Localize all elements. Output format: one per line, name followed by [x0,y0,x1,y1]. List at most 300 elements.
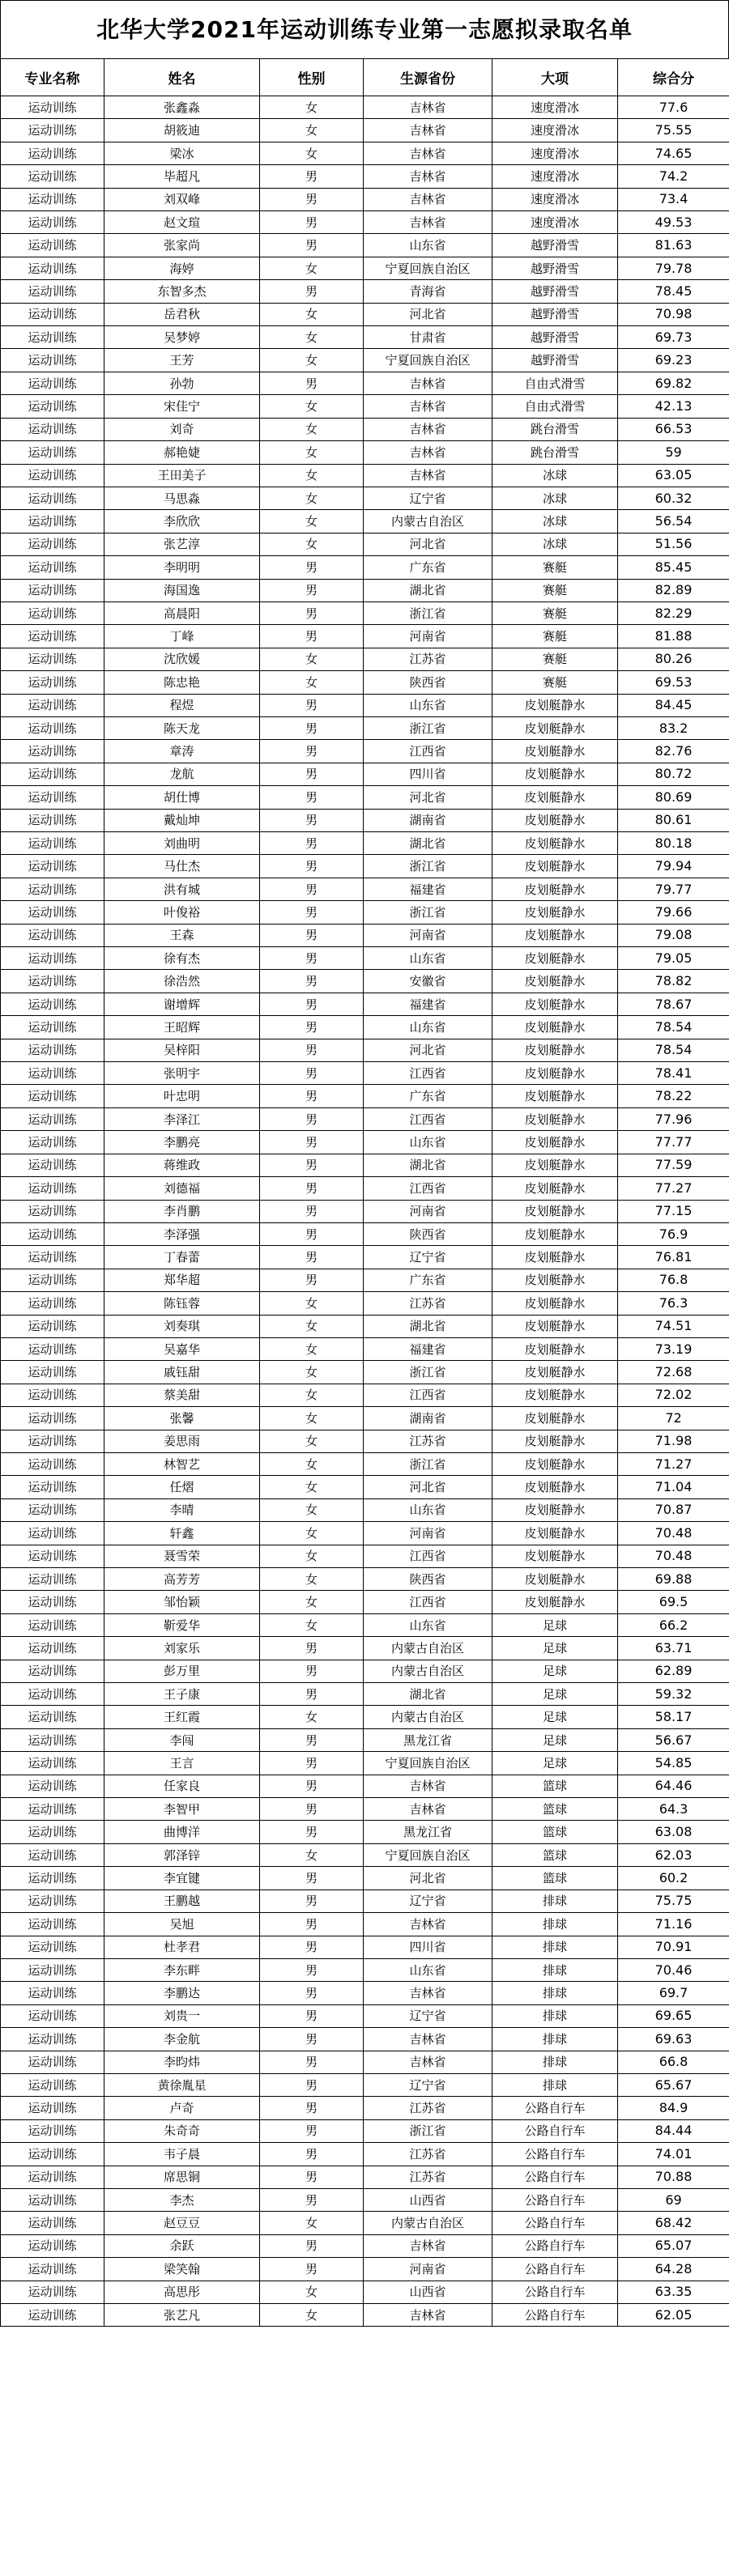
cell-score: 71.04 [618,1476,729,1498]
cell-gender: 男 [260,1913,364,1936]
cell-score: 78.82 [618,970,729,993]
cell-gender: 男 [260,878,364,900]
cell-score: 60.2 [618,1867,729,1889]
cell-name: 章涛 [104,740,260,763]
cell-major: 运动训练 [1,832,104,855]
cell-sport: 排球 [492,2028,618,2051]
table-row [1,1085,729,1107]
cell-province: 江苏省 [364,2143,492,2166]
cell-score: 78.67 [618,993,729,1015]
cell-province: 青海省 [364,280,492,303]
cell-major: 运动训练 [1,303,104,325]
table-row [1,1728,729,1751]
cell-score: 74.01 [618,2143,729,2166]
cell-name: 叶忠明 [104,1085,260,1107]
cell-score: 70.91 [618,1936,729,1958]
cell-name: 郑华超 [104,1269,260,1291]
cell-province: 广东省 [364,1085,492,1107]
cell-major: 运动训练 [1,1246,104,1269]
cell-major: 运动训练 [1,1337,104,1360]
cell-sport: 速度滑冰 [492,211,618,234]
table-row [1,418,729,440]
cell-score: 80.18 [618,832,729,855]
cell-name: 程煜 [104,694,260,716]
cell-gender: 男 [260,1222,364,1245]
cell-score: 75.55 [618,119,729,142]
cell-major: 运动训练 [1,1361,104,1384]
cell-score: 81.63 [618,234,729,257]
cell-gender: 女 [260,671,364,694]
cell-name: 王昭辉 [104,1016,260,1039]
cell-name: 陈钰蓉 [104,1292,260,1315]
cell-sport: 赛艇 [492,625,618,648]
cell-major: 运动训练 [1,1775,104,1797]
table-row [1,1407,729,1430]
cell-sport: 排球 [492,2051,618,2073]
cell-province: 吉林省 [364,2028,492,2051]
cell-sport: 皮划艇静水 [492,1591,618,1613]
cell-score: 65.67 [618,2073,729,2096]
cell-gender: 男 [260,1958,364,1981]
cell-major: 运动训练 [1,716,104,739]
cell-name: 陈忠艳 [104,671,260,694]
cell-score: 80.61 [618,809,729,831]
cell-major: 运动训练 [1,2073,104,2096]
table-row [1,740,729,763]
cell-province: 辽宁省 [364,1889,492,1912]
table-row [1,303,729,325]
table-row [1,1131,729,1154]
cell-major: 运动训练 [1,1085,104,1107]
cell-gender: 男 [260,1107,364,1130]
cell-name: 蒋维政 [104,1154,260,1176]
cell-sport: 排球 [492,1913,618,1936]
cell-gender: 女 [260,1568,364,1591]
cell-sport: 公路自行车 [492,2281,618,2303]
cell-gender: 女 [260,464,364,487]
cell-name: 刘奇 [104,418,260,440]
cell-name: 曲博洋 [104,1821,260,1843]
cell-province: 湖北省 [364,1154,492,1176]
cell-major: 运动训练 [1,1200,104,1222]
cell-province: 江西省 [364,1177,492,1200]
table-row [1,211,729,234]
cell-name: 李泽强 [104,1222,260,1245]
table-row [1,1522,729,1545]
table-row [1,1292,729,1315]
cell-score: 70.48 [618,1522,729,1545]
cell-name: 赵豆豆 [104,2212,260,2234]
cell-sport: 皮划艇静水 [492,1039,618,1061]
cell-name: 李晴 [104,1498,260,1521]
cell-province: 河南省 [364,1200,492,1222]
table-row [1,1752,729,1775]
cell-sport: 排球 [492,1936,618,1958]
cell-major: 运动训练 [1,1222,104,1245]
cell-score: 66.2 [618,1613,729,1636]
table-row [1,648,729,670]
cell-major: 运动训练 [1,1867,104,1889]
cell-score: 62.05 [618,2304,729,2327]
cell-province: 内蒙古自治区 [364,1637,492,1660]
cell-province: 湖南省 [364,809,492,831]
cell-gender: 男 [260,2073,364,2096]
cell-gender: 男 [260,1016,364,1039]
table-row [1,2281,729,2303]
cell-sport: 足球 [492,1706,618,1728]
cell-major: 运动训练 [1,1107,104,1130]
cell-sport: 速度滑冰 [492,119,618,142]
cell-major: 运动训练 [1,2004,104,2027]
cell-sport: 排球 [492,1958,618,1981]
cell-province: 吉林省 [364,2234,492,2257]
cell-score: 79.66 [618,901,729,924]
cell-gender: 女 [260,119,364,142]
table-row [1,165,729,188]
cell-score: 83.2 [618,716,729,739]
column-header-gender: 性别 [260,59,364,96]
cell-major: 运动训练 [1,1683,104,1706]
cell-name: 刘曲明 [104,832,260,855]
cell-province: 山东省 [364,694,492,716]
cell-province: 河南省 [364,924,492,946]
cell-score: 78.22 [618,1085,729,1107]
cell-sport: 赛艇 [492,648,618,670]
cell-name: 谢增辉 [104,993,260,1015]
cell-province: 黑龙江省 [364,1821,492,1843]
cell-province: 江西省 [364,1591,492,1613]
table-row [1,1568,729,1591]
admission-table [0,58,729,2327]
cell-province: 江西省 [364,1062,492,1085]
cell-name: 叶俊裕 [104,901,260,924]
cell-gender: 女 [260,96,364,119]
cell-major: 运动训练 [1,625,104,648]
cell-name: 聂雪荣 [104,1545,260,1567]
cell-name: 岳君秋 [104,303,260,325]
table-row [1,1107,729,1130]
cell-province: 吉林省 [364,142,492,164]
cell-gender: 男 [260,809,364,831]
cell-score: 70.87 [618,1498,729,1521]
cell-score: 78.54 [618,1039,729,1061]
cell-province: 吉林省 [364,464,492,487]
cell-province: 宁夏回族自治区 [364,1752,492,1775]
cell-province: 吉林省 [364,1775,492,1797]
cell-name: 李泽江 [104,1107,260,1130]
cell-major: 运动训练 [1,671,104,694]
cell-major: 运动训练 [1,924,104,946]
cell-major: 运动训练 [1,1889,104,1912]
cell-name: 郭泽锌 [104,1843,260,1866]
table-row [1,142,729,164]
cell-major: 运动训练 [1,809,104,831]
table-row [1,1246,729,1269]
table-row [1,1337,729,1360]
cell-sport: 跳台滑雪 [492,441,618,464]
cell-province: 浙江省 [364,1361,492,1384]
cell-gender: 男 [260,2258,364,2281]
cell-name: 胡仕博 [104,786,260,809]
cell-province: 山东省 [364,1498,492,1521]
table-row [1,1958,729,1981]
cell-gender: 女 [260,510,364,533]
cell-gender: 女 [260,1452,364,1475]
cell-name: 张艺凡 [104,2304,260,2327]
cell-sport: 皮划艇静水 [492,1430,618,1452]
cell-score: 85.45 [618,556,729,579]
cell-score: 70.98 [618,303,729,325]
cell-sport: 足球 [492,1660,618,1682]
cell-name: 张家尚 [104,234,260,257]
cell-province: 吉林省 [364,1798,492,1821]
cell-score: 49.53 [618,211,729,234]
cell-score: 74.51 [618,1315,729,1337]
table-row [1,671,729,694]
table-row [1,2004,729,2027]
cell-score: 63.71 [618,1637,729,1660]
table-row [1,2304,729,2327]
cell-gender: 女 [260,533,364,555]
cell-major: 运动训练 [1,1752,104,1775]
cell-score: 72.02 [618,1384,729,1406]
cell-major: 运动训练 [1,1131,104,1154]
cell-province: 江苏省 [364,2097,492,2119]
table-row [1,786,729,809]
cell-gender: 男 [260,601,364,624]
cell-score: 42.13 [618,395,729,418]
cell-gender: 女 [260,1407,364,1430]
cell-major: 运动训练 [1,487,104,509]
cell-sport: 篮球 [492,1843,618,1866]
table-row [1,372,729,394]
cell-name: 李欣欣 [104,510,260,533]
table-row [1,694,729,716]
cell-score: 79.08 [618,924,729,946]
cell-sport: 皮划艇静水 [492,763,618,785]
cell-major: 运动训练 [1,441,104,464]
cell-sport: 皮划艇静水 [492,694,618,716]
cell-gender: 女 [260,1430,364,1452]
cell-major: 运动训练 [1,694,104,716]
cell-score: 74.65 [618,142,729,164]
table-row [1,855,729,878]
cell-sport: 冰球 [492,533,618,555]
cell-gender: 女 [260,487,364,509]
cell-score: 77.96 [618,1107,729,1130]
table-row [1,2028,729,2051]
cell-score: 63.05 [618,464,729,487]
table-row [1,1315,729,1337]
cell-gender: 男 [260,2166,364,2188]
cell-province: 吉林省 [364,441,492,464]
cell-sport: 皮划艇静水 [492,1292,618,1315]
table-row [1,1889,729,1912]
cell-major: 运动训练 [1,1062,104,1085]
cell-score: 79.05 [618,947,729,970]
cell-score: 51.56 [618,533,729,555]
cell-major: 运动训练 [1,1843,104,1866]
cell-gender: 男 [260,1246,364,1269]
table-body [1,96,729,2327]
cell-name: 王田美子 [104,464,260,487]
cell-sport: 皮划艇静水 [492,970,618,993]
cell-name: 张明宇 [104,1062,260,1085]
table-row [1,809,729,831]
cell-score: 84.45 [618,694,729,716]
table-row [1,716,729,739]
cell-name: 李金航 [104,2028,260,2051]
cell-province: 河北省 [364,1476,492,1498]
cell-gender: 男 [260,280,364,303]
cell-name: 靳爱华 [104,1613,260,1636]
cell-major: 运动训练 [1,2188,104,2211]
cell-major: 运动训练 [1,1982,104,2004]
cell-name: 席思铜 [104,2166,260,2188]
cell-gender: 女 [260,2212,364,2234]
table-row [1,487,729,509]
table-row [1,878,729,900]
cell-gender: 男 [260,1821,364,1843]
cell-sport: 排球 [492,1889,618,1912]
cell-score: 68.42 [618,2212,729,2234]
cell-major: 运动训练 [1,1568,104,1591]
table-row [1,188,729,210]
cell-sport: 皮划艇静水 [492,1476,618,1498]
cell-gender: 男 [260,1039,364,1061]
cell-name: 李肖鹏 [104,1200,260,1222]
cell-major: 运动训练 [1,533,104,555]
cell-score: 64.28 [618,2258,729,2281]
cell-score: 60.32 [618,487,729,509]
cell-sport: 公路自行车 [492,2097,618,2119]
cell-province: 四川省 [364,1936,492,1958]
cell-sport: 赛艇 [492,671,618,694]
cell-score: 64.3 [618,1798,729,1821]
cell-major: 运动训练 [1,1545,104,1567]
cell-sport: 皮划艇静水 [492,1568,618,1591]
cell-sport: 公路自行车 [492,2143,618,2166]
cell-sport: 皮划艇静水 [492,1522,618,1545]
cell-major: 运动训练 [1,1269,104,1291]
table-row [1,1798,729,1821]
cell-province: 福建省 [364,1337,492,1360]
cell-sport: 越野滑雪 [492,257,618,279]
cell-major: 运动训练 [1,763,104,785]
cell-sport: 皮划艇静水 [492,1222,618,1245]
table-row [1,395,729,418]
cell-province: 江苏省 [364,648,492,670]
cell-sport: 皮划艇静水 [492,1384,618,1406]
cell-gender: 男 [260,2004,364,2027]
cell-sport: 公路自行车 [492,2166,618,2188]
table-row [1,1936,729,1958]
table-row [1,2051,729,2073]
table-row [1,96,729,119]
cell-major: 运动训练 [1,418,104,440]
cell-major: 运动训练 [1,1728,104,1751]
cell-score: 69.5 [618,1591,729,1613]
cell-score: 69.88 [618,1568,729,1591]
cell-sport: 公路自行车 [492,2234,618,2257]
cell-province: 吉林省 [364,165,492,188]
cell-major: 运动训练 [1,1154,104,1176]
cell-major: 运动训练 [1,1177,104,1200]
cell-major: 运动训练 [1,1936,104,1958]
cell-gender: 男 [260,2051,364,2073]
cell-name: 李东畔 [104,1958,260,1981]
cell-score: 65.07 [618,2234,729,2257]
cell-major: 运动训练 [1,119,104,142]
cell-province: 江西省 [364,1384,492,1406]
cell-sport: 篮球 [492,1798,618,1821]
table-row [1,326,729,349]
cell-province: 河南省 [364,2258,492,2281]
cell-gender: 男 [260,716,364,739]
cell-gender: 女 [260,1706,364,1728]
cell-province: 陕西省 [364,1568,492,1591]
cell-gender: 男 [260,1728,364,1751]
cell-score: 69.73 [618,326,729,349]
cell-major: 运动训练 [1,510,104,533]
cell-name: 王红霞 [104,1706,260,1728]
cell-gender: 女 [260,395,364,418]
cell-score: 70.88 [618,2166,729,2188]
cell-sport: 皮划艇静水 [492,740,618,763]
page-title: 北华大学2021年运动训练专业第一志愿拟录取名单 [0,0,729,58]
cell-gender: 女 [260,1498,364,1521]
cell-province: 四川省 [364,763,492,785]
cell-sport: 足球 [492,1613,618,1636]
cell-province: 山东省 [364,1131,492,1154]
cell-name: 郝艳婕 [104,441,260,464]
cell-score: 76.9 [618,1222,729,1245]
cell-name: 朱奇奇 [104,2119,260,2142]
cell-gender: 男 [260,1177,364,1200]
cell-sport: 足球 [492,1683,618,1706]
table-row [1,970,729,993]
cell-sport: 赛艇 [492,601,618,624]
cell-name: 彭万里 [104,1660,260,1682]
cell-major: 运动训练 [1,96,104,119]
cell-name: 梁笑翰 [104,2258,260,2281]
table-row [1,1591,729,1613]
cell-score: 66.53 [618,418,729,440]
table-row [1,1613,729,1636]
cell-major: 运动训练 [1,1637,104,1660]
cell-name: 李鹏亮 [104,1131,260,1154]
cell-score: 71.27 [618,1452,729,1475]
cell-sport: 皮划艇静水 [492,855,618,878]
cell-gender: 女 [260,441,364,464]
cell-score: 69.65 [618,2004,729,2027]
cell-sport: 皮划艇静水 [492,878,618,900]
cell-major: 运动训练 [1,740,104,763]
cell-sport: 越野滑雪 [492,326,618,349]
cell-gender: 男 [260,625,364,648]
cell-score: 58.17 [618,1706,729,1728]
cell-name: 徐浩然 [104,970,260,993]
table-row [1,832,729,855]
cell-gender: 男 [260,1660,364,1682]
cell-sport: 公路自行车 [492,2212,618,2234]
cell-score: 64.46 [618,1775,729,1797]
cell-major: 运动训练 [1,2051,104,2073]
cell-sport: 速度滑冰 [492,165,618,188]
table-row [1,1913,729,1936]
cell-major: 运动训练 [1,2281,104,2303]
cell-major: 运动训练 [1,257,104,279]
